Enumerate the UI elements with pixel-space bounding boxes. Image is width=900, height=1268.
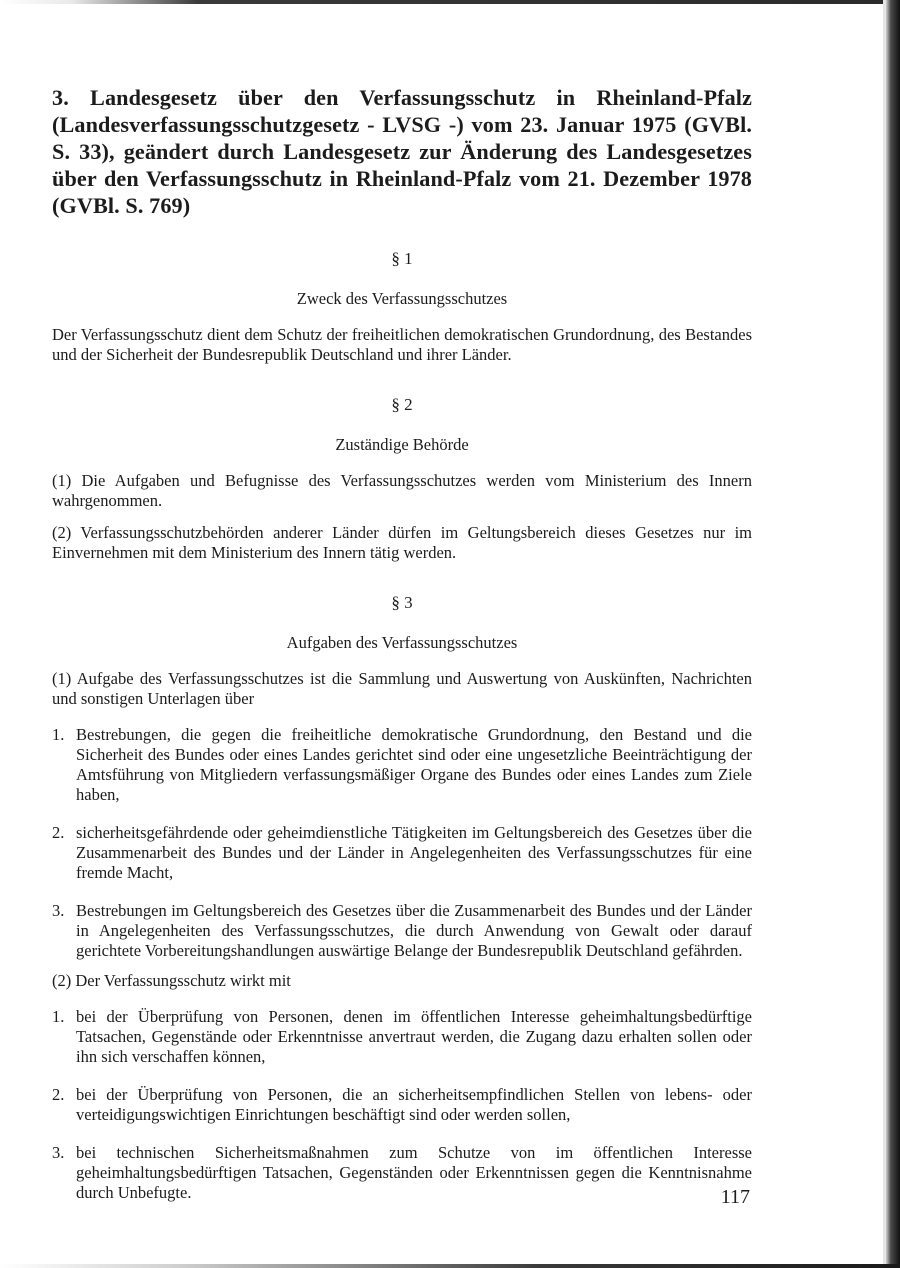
list-item-text: bei der Überprüfung von Personen, die an sicherheitsempfindlichen Stellen von lebens- oder verteidigungswichtigen Einrichtungen beschäftigt sind oder werden sollen, [76,1085,752,1124]
law-title-rest: vom 23. Januar 1975 (GVBl. S. 33), geändert durch Landesgesetz zur Änderung des Landesgesetzes über den Verfassungsschutz in Rheinland-Pfalz vom 21. Dezember 1978 (GVBl. S. 769) [52,112,752,218]
list-item [52,823,752,883]
list-item-number: 2. [52,1085,65,1104]
page-number: 117 [720,1186,750,1208]
law-title-bold: 3. Landesgesetz über den Verfassungsschutz in Rheinland-Pfalz (Landesverfassungsschutzgesetz - LVSG -) [52,85,752,137]
section-3-paragraph-2: (2) Der Verfassungsschutz wirkt mit [52,971,291,990]
list-item-text: bei technischen Sicherheitsmaßnahmen zum Schutze von im öffentlichen Interesse geheimhaltungsbedürftigen Tatsachen, Gegenständen oder Erkenntnissen gegen die Kenntnisnahme durch Unbefugte. [76,1143,752,1202]
section-heading-3: Aufgaben des Verfassungsschutzes [286,633,518,652]
scan-edge-bottom [0,1264,900,1268]
list-item [52,1007,752,1067]
list-item-number: 1. [52,725,65,744]
list-item-number: 2. [52,823,65,842]
scan-edge-top [0,0,900,4]
document-page [52,84,752,1221]
section-heading-1: Zweck des Verfassungsschutzes [296,289,508,308]
section-3-paragraph-1: (1) Aufgabe des Verfassungsschutzes ist die Sammlung und Auswertung von Auskünften, Nachrichten und sonstigen Unterlagen über [52,669,752,708]
list-item-text: bei der Überprüfung von Personen, denen im öffentlichen Interesse geheimhaltungsbedürftige Tatsachen, Gegenstände oder Erkenntnisse anvertraut werden, die Zugang dazu erhalten sollen oder ihn sich verschaffen können, [76,1007,752,1066]
section-2-paragraph-2: (2) Verfassungsschutzbehörden anderer Länder dürfen im Geltungsbereich dieses Gesetzes nur im Einvernehmen mit dem Ministerium des Innern tätig werden. [52,523,752,562]
scan-edge-right [886,0,900,1268]
list-item-number: 3. [52,1143,65,1162]
list-item-number: 3. [52,901,65,920]
list-item-text: Bestrebungen, die gegen die freiheitliche demokratische Grundordnung, den Bestand und die Sicherheit des Bundes oder eines Landes gerichtet sind oder eine ungesetzliche Beeinträchtigung der Amtsführung von Mitgliedern verfassungsmäßiger Organe des Bundes oder eines Landes zum Ziele haben, [76,725,752,804]
list-item [52,1143,752,1203]
list-item [52,1085,752,1125]
section-mark-2: § 2 [391,395,413,414]
section-1-paragraph: Der Verfassungsschutz dient dem Schutz der freiheitlichen demokratischen Grundordnung, des Bestandes und der Sicherheit der Bundesrepublik Deutschland und ihrer Länder. [52,325,752,364]
section-mark-3: § 3 [391,593,413,612]
list-item [52,725,752,805]
list-item-text: Bestrebungen im Geltungsbereich des Gesetzes über die Zusammenarbeit des Bundes und der Länder in Angelegenheiten des Verfassungsschutzes, die durch Anwendung von Gewalt oder darauf gerichtete Vorbereitungshandlungen auswärtige Belange der Bundesrepublik Deutschland gefährden. [76,901,752,960]
section-3-list-2 [52,1007,752,1203]
list-item-number: 1. [52,1007,65,1026]
list-item-text: sicherheitsgefährdende oder geheimdienstliche Tätigkeiten im Geltungsbereich des Gesetzes über die Zusammenarbeit des Bundes und der Länder in Angelegenheiten des Verfassungsschutzes für eine fremde Macht, [76,823,752,882]
section-heading-2: Zuständige Behörde [335,435,469,454]
list-item [52,901,752,961]
section-3-list-1 [52,725,752,961]
section-2-paragraph-1: (1) Die Aufgaben und Befugnisse des Verfassungsschutzes werden vom Ministerium des Innern wahrgenommen. [52,471,752,510]
section-mark-1: § 1 [391,249,413,268]
law-title [52,84,752,219]
